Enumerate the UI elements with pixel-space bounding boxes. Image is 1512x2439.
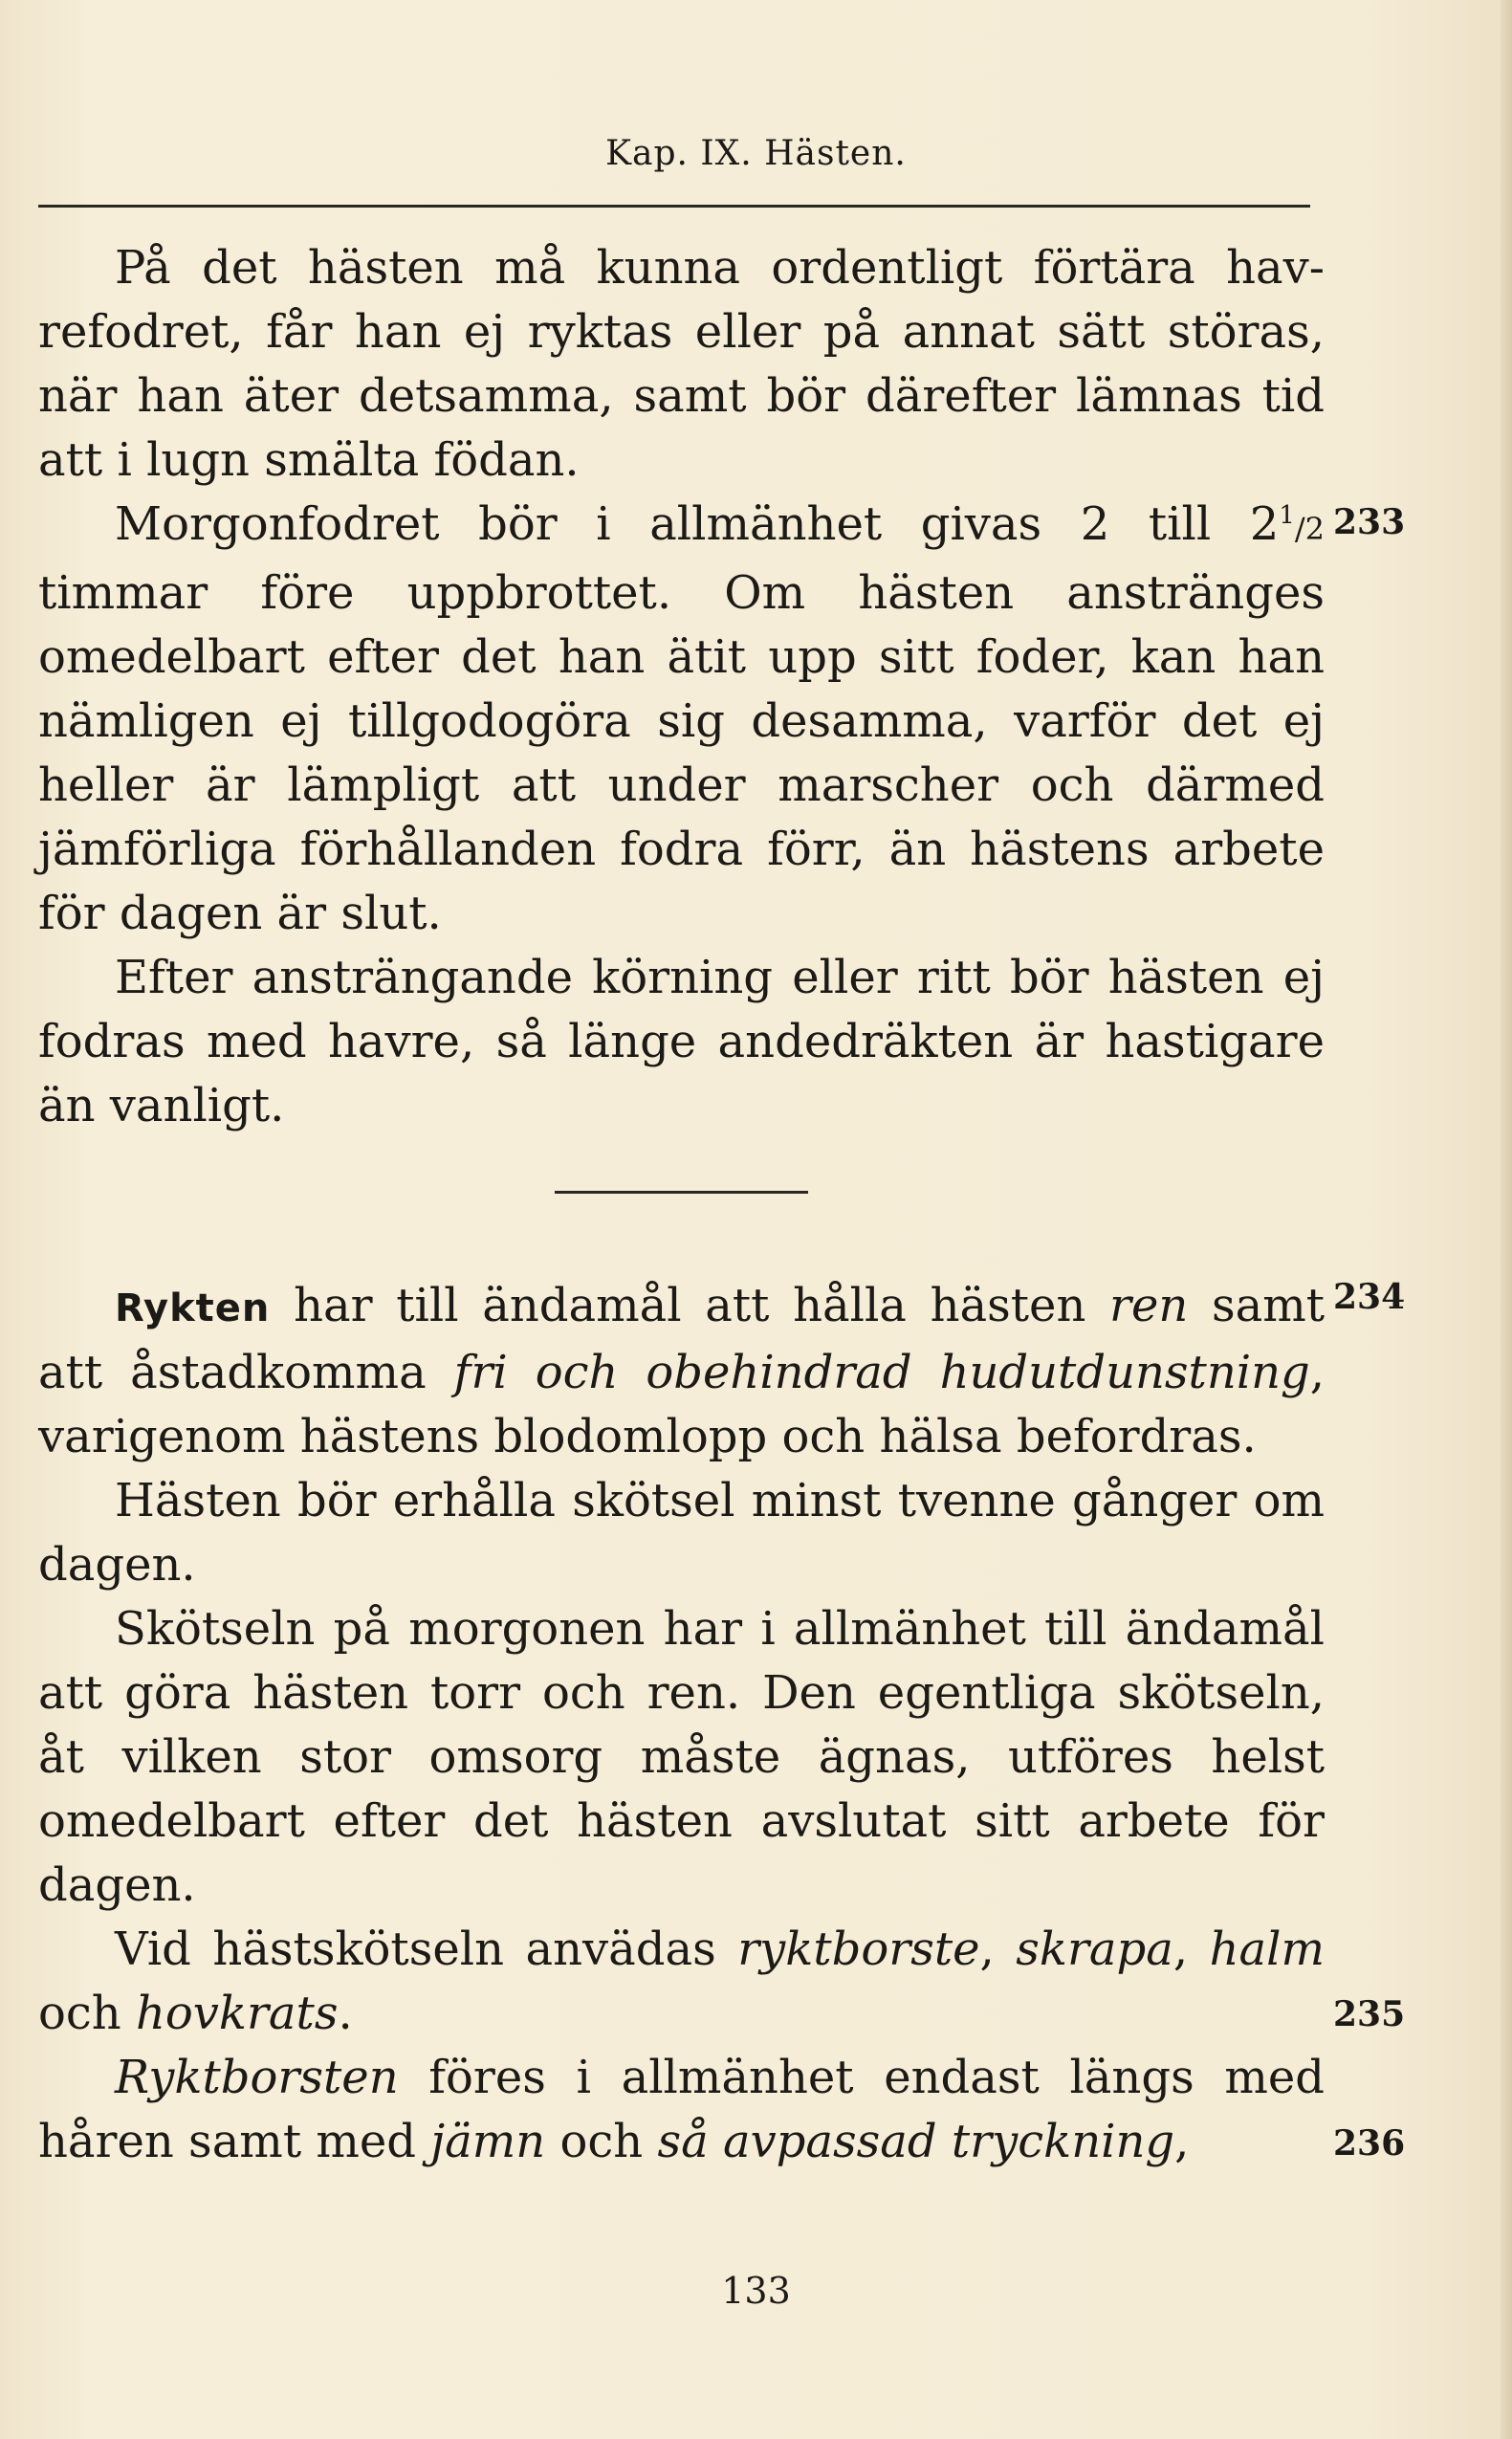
page-edge (1501, 0, 1512, 2439)
text-run: och (38, 1987, 136, 2040)
paragraph (38, 1918, 1325, 2046)
margin-number-233: 233 (1333, 502, 1406, 542)
paragraph (38, 2046, 1325, 2174)
text-run: , (1174, 2115, 1190, 2168)
section-feeding (38, 236, 1325, 1138)
text-run: , varigenom hästens blodomlopp och hälsa befordras. (38, 1346, 1325, 1463)
text-run: timmar före uppbrottet. Om hästen anstränges omedelbart efter det han ätit upp sitt foder, kan han nämligen ej tillgodogöra sig desamma, varför det ej heller är lämpligt att under marscher och därmed jämförliga förhållanden fodra förr, än hästens arbete för dagen är slut. (38, 566, 1325, 940)
page-number: 133 (721, 2270, 791, 2312)
text-run: . (338, 1987, 353, 2040)
italic-run: hovkrats (135, 1987, 339, 2040)
section-grooming (38, 1274, 1325, 2174)
paragraph: Skötseln på morgonen har i allmänhet till ändamål att göra hästen torr och ren. Den egentliga skötseln, åt vilken stor omsorg måste ägnas, utföres helst omedelbart efter det hästen avslutat sitt arbete för dagen. (38, 1602, 1325, 1912)
paragraph (38, 493, 1325, 946)
italic-run: så avpassad tryckning (657, 2115, 1175, 2168)
text-run: Vid hästskötseln anvädas (115, 1923, 738, 1976)
italic-run: skrapa (1016, 1923, 1173, 1976)
text-run: föres i allmänhet endast längs med håren samt med (38, 2051, 1325, 2168)
text-run: samt att åstadkomma (38, 1279, 1325, 1399)
italic-run: jämn (430, 2115, 546, 2168)
italic-run: Ryktborsten (115, 2051, 399, 2104)
lead-word: Rykten (115, 1286, 271, 1330)
text-run: har till ändamål att hålla hästen (270, 1279, 1110, 1332)
fraction-denominator: /2 (1294, 511, 1325, 547)
margin-number-235: 235 (1333, 1994, 1406, 2034)
margin-number-236: 236 (1333, 2123, 1406, 2164)
paragraph: Hästen bör erhålla skötsel minst tvenne gånger om dagen. (38, 1474, 1325, 1592)
running-head: Kap. IX. Hästen. (605, 134, 907, 173)
italic-run: ren (1109, 1279, 1189, 1332)
margin-number-234: 234 (1333, 1277, 1406, 1317)
paragraph: På det hästen må kunna ordentligt förtära havrefodret, får han ej ryktas eller på annat sätt störas, när han äter detsamma, samt bör därefter lämnas tid att i lugn smälta födan. (38, 241, 1325, 487)
paragraph (38, 1274, 1325, 1469)
text-run: , (979, 1923, 1017, 1976)
text-run: Morgonfodret bör i allmänhet givas 2 till 2 (115, 497, 1280, 551)
paragraph: Efter ansträngande körning eller ritt bör hästen ej fodras med havre, så länge andedräkten är hastigare än vanligt. (38, 951, 1325, 1132)
text-run: och (545, 2115, 658, 2168)
section-divider (555, 1191, 808, 1194)
italic-run: ryktborste (737, 1923, 980, 1976)
text-run: , (1172, 1923, 1210, 1976)
superscript: 1 (1279, 501, 1295, 530)
italic-run: fri och obehindrad hudutdunstning (453, 1346, 1310, 1399)
header-rule (38, 205, 1310, 208)
italic-run: halm (1209, 1923, 1325, 1976)
